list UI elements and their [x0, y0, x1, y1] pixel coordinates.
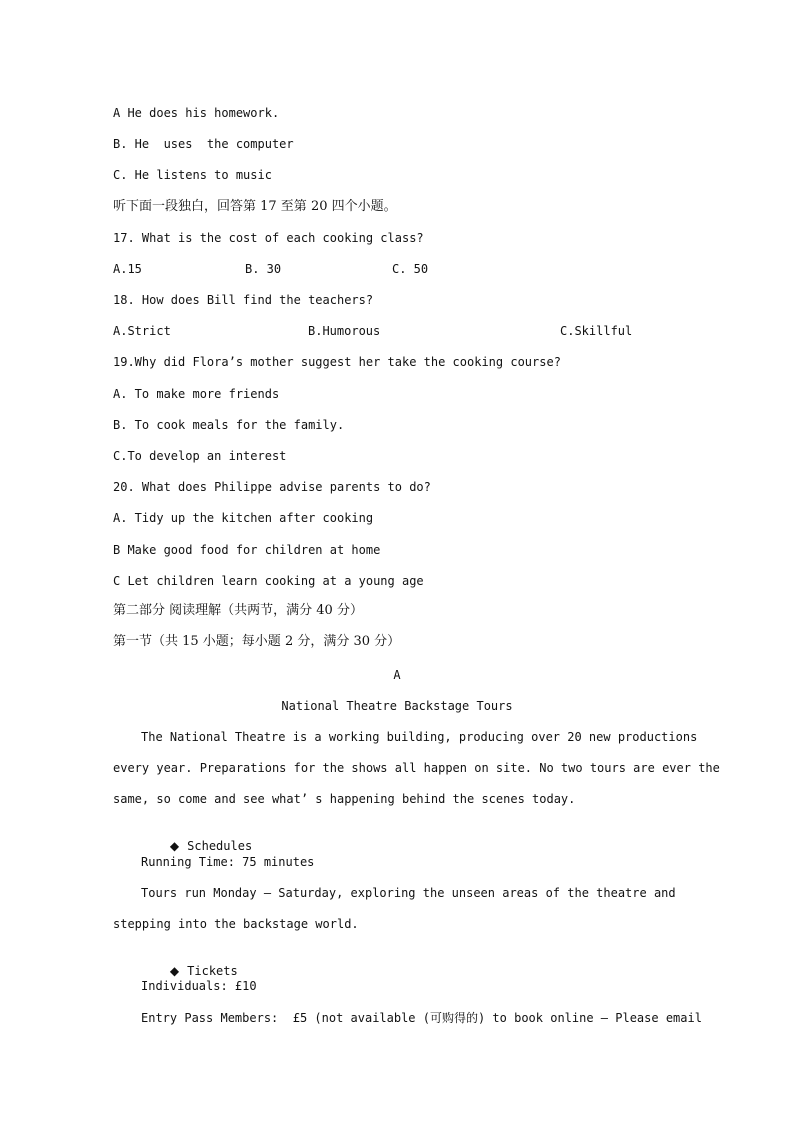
schedules-heading: Schedules: [187, 839, 253, 853]
diamond-bullet-icon: ◆: [169, 839, 180, 853]
q18-option-a: A.Strict: [113, 324, 171, 338]
reading-section-title: 第一节（共 15 小题；每小题 2 分，满分 30 分）: [113, 634, 401, 649]
diamond-bullet-icon: ◆: [169, 964, 180, 978]
q20-option-b: B Make good food for children at home: [113, 543, 381, 557]
tickets-entry-pass: Entry Pass Members: £5 (not available (可购得的) to book online — Please email: [141, 1011, 702, 1025]
q17-option-a: A.15: [113, 262, 142, 276]
q17-option-b: B. 30: [245, 262, 282, 276]
intro-line-1: The National Theatre is a working building, producing over 20 new productions: [141, 730, 698, 744]
q17-question: 17. What is the cost of each cooking class?: [113, 231, 424, 245]
q19-option-b: B. To cook meals for the family.: [113, 418, 345, 432]
intro-line-2: every year. Preparations for the shows all happen on site. No two tours are ever the: [113, 761, 720, 775]
q20-option-c: C Let children learn cooking at a young age: [113, 574, 424, 588]
reading-part-title: 第二部分 阅读理解（共两节，满分 40 分）: [113, 603, 363, 618]
q16-option-a: A He does his homework.: [113, 106, 280, 120]
passage-label: A: [393, 668, 401, 682]
tours-line-2: stepping into the backstage world.: [113, 917, 359, 931]
q16-option-c: C. He listens to music: [113, 168, 272, 182]
q18-option-b: B.Humorous: [308, 324, 381, 338]
tours-line-1: Tours run Monday — Saturday, exploring the unseen areas of the theatre and: [141, 886, 676, 900]
q20-question: 20. What does Philippe advise parents to do?: [113, 480, 431, 494]
q18-option-c: C.Skillful: [560, 324, 633, 338]
listening-instruction: 听下面一段独白，回答第 17 至第 20 四个小题。: [113, 199, 397, 214]
q18-question: 18. How does Bill find the teachers?: [113, 293, 374, 307]
q20-option-a: A. Tidy up the kitchen after cooking: [113, 511, 374, 525]
tickets-individuals: Individuals: £10: [141, 979, 257, 993]
passage-title: National Theatre Backstage Tours: [281, 699, 513, 713]
intro-line-3: same, so come and see what’ s happening behind the scenes today.: [113, 792, 576, 806]
running-time: Running Time: 75 minutes: [141, 855, 315, 869]
q19-question: 19.Why did Flora’s mother suggest her take the cooking course?: [113, 355, 561, 369]
q19-option-c: C.To develop an interest: [113, 449, 287, 463]
tickets-heading: Tickets: [187, 964, 238, 978]
q16-option-b: B. He uses the computer: [113, 137, 294, 151]
q19-option-a: A. To make more friends: [113, 387, 280, 401]
q17-option-c: C. 50: [392, 262, 429, 276]
